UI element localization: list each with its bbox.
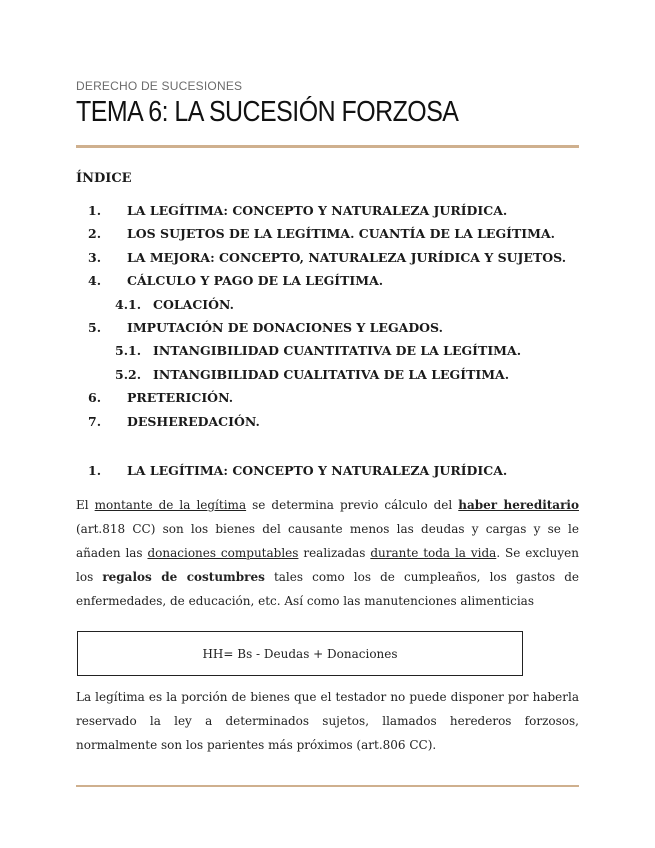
section-number: 1. [88, 463, 102, 478]
toc-item-text: INTANGIBILIDAD CUANTITATIVA DE LA LEGÍTIMA. [153, 343, 522, 359]
paragraph-text: tales como los de cumpleaños, los gastos de enfermedades, de educación, etc. Así como las manutenciones alimenticias [76, 570, 579, 608]
toc-item-text: DESHEREDACIÓN. [127, 413, 260, 429]
toc-item-number: 6. [88, 390, 102, 406]
toc-item-number: 5.2. [115, 366, 142, 382]
page-title: TEMA 6: LA SUCESIÓN FORZOSA [76, 96, 459, 128]
underlined-term: montante de la legítima [94, 498, 247, 512]
toc-item-text: CÁLCULO Y PAGO DE LA LEGÍTIMA. [127, 273, 384, 289]
underlined-term: donaciones computables [147, 546, 299, 560]
toc-item-text: LA LEGÍTIMA: CONCEPTO Y NATURALEZA JURÍDICA. [127, 203, 508, 218]
toc-item-number: 7. [88, 413, 102, 429]
body-paragraph [76, 493, 579, 613]
toc-item [76, 414, 579, 437]
header-divider [76, 145, 579, 148]
paragraph-text: realizadas [298, 546, 371, 560]
toc-item [76, 203, 579, 226]
formula-text: HH= Bs - Deudas + Donaciones [202, 646, 398, 661]
toc-item-text: INTANGIBILIDAD CUALITATIVA DE LA LEGÍTIMA. [153, 366, 510, 382]
toc-item-number: 4. [88, 273, 102, 289]
toc-item-number: 2. [88, 226, 102, 242]
toc-item-text: IMPUTACIÓN DE DONACIONES Y LEGADOS. [127, 319, 443, 335]
paragraph-text: . Se excluyen los [76, 546, 579, 584]
toc-subitem [76, 297, 579, 320]
toc-item [76, 390, 579, 413]
paragraph-text: (art.818 CC) son los bienes del causante menos las deudas y cargas y se le añaden las [76, 522, 579, 560]
toc-item-number: 3. [88, 249, 102, 265]
paragraph-text: se determina previo cálculo del [246, 498, 459, 512]
paragraph-text: El [76, 498, 95, 512]
bold-underlined-term: haber hereditario [458, 498, 579, 512]
toc-item-text: COLACIÓN. [153, 296, 234, 312]
toc-item [76, 226, 579, 249]
toc-subitem [76, 367, 579, 390]
footer-divider [76, 785, 579, 787]
formula-box [77, 631, 523, 676]
toc-item-number: 5. [88, 319, 102, 335]
table-of-contents [76, 203, 579, 437]
toc-item-number: 5.1. [115, 343, 142, 359]
section-title: LA LEGÍTIMA: CONCEPTO Y NATURALEZA JURÍDICA. [127, 463, 508, 478]
toc-item-text: LOS SUJETOS DE LA LEGÍTIMA. CUANTÍA DE LA LEGÍTIMA. [127, 226, 556, 242]
toc-item-number: 1. [88, 203, 102, 218]
index-heading: ÍNDICE [76, 171, 132, 186]
underlined-term: durante toda la vida [370, 546, 497, 560]
toc-item-text: PRETERICIÓN. [127, 390, 234, 406]
toc-item [76, 250, 579, 273]
bold-term: regalos de costumbres [102, 570, 265, 584]
body-paragraph: La legítima es la porción de bienes que el testador no puede disponer por haberla reservado la ley a determinados sujetos, llamados herederos forzosos, normalmente son los parientes más próximos (art.806 CC). [76, 690, 579, 752]
toc-item-number: 4.1. [115, 296, 142, 312]
toc-item-text: LA MEJORA: CONCEPTO, NATURALEZA JURÍDICA Y SUJETOS. [127, 249, 567, 265]
section-heading [76, 463, 507, 478]
toc-subitem [76, 343, 579, 366]
toc-item [76, 320, 579, 343]
subject-kicker: DERECHO DE SUCESIONES [76, 79, 243, 93]
toc-item [76, 273, 579, 296]
